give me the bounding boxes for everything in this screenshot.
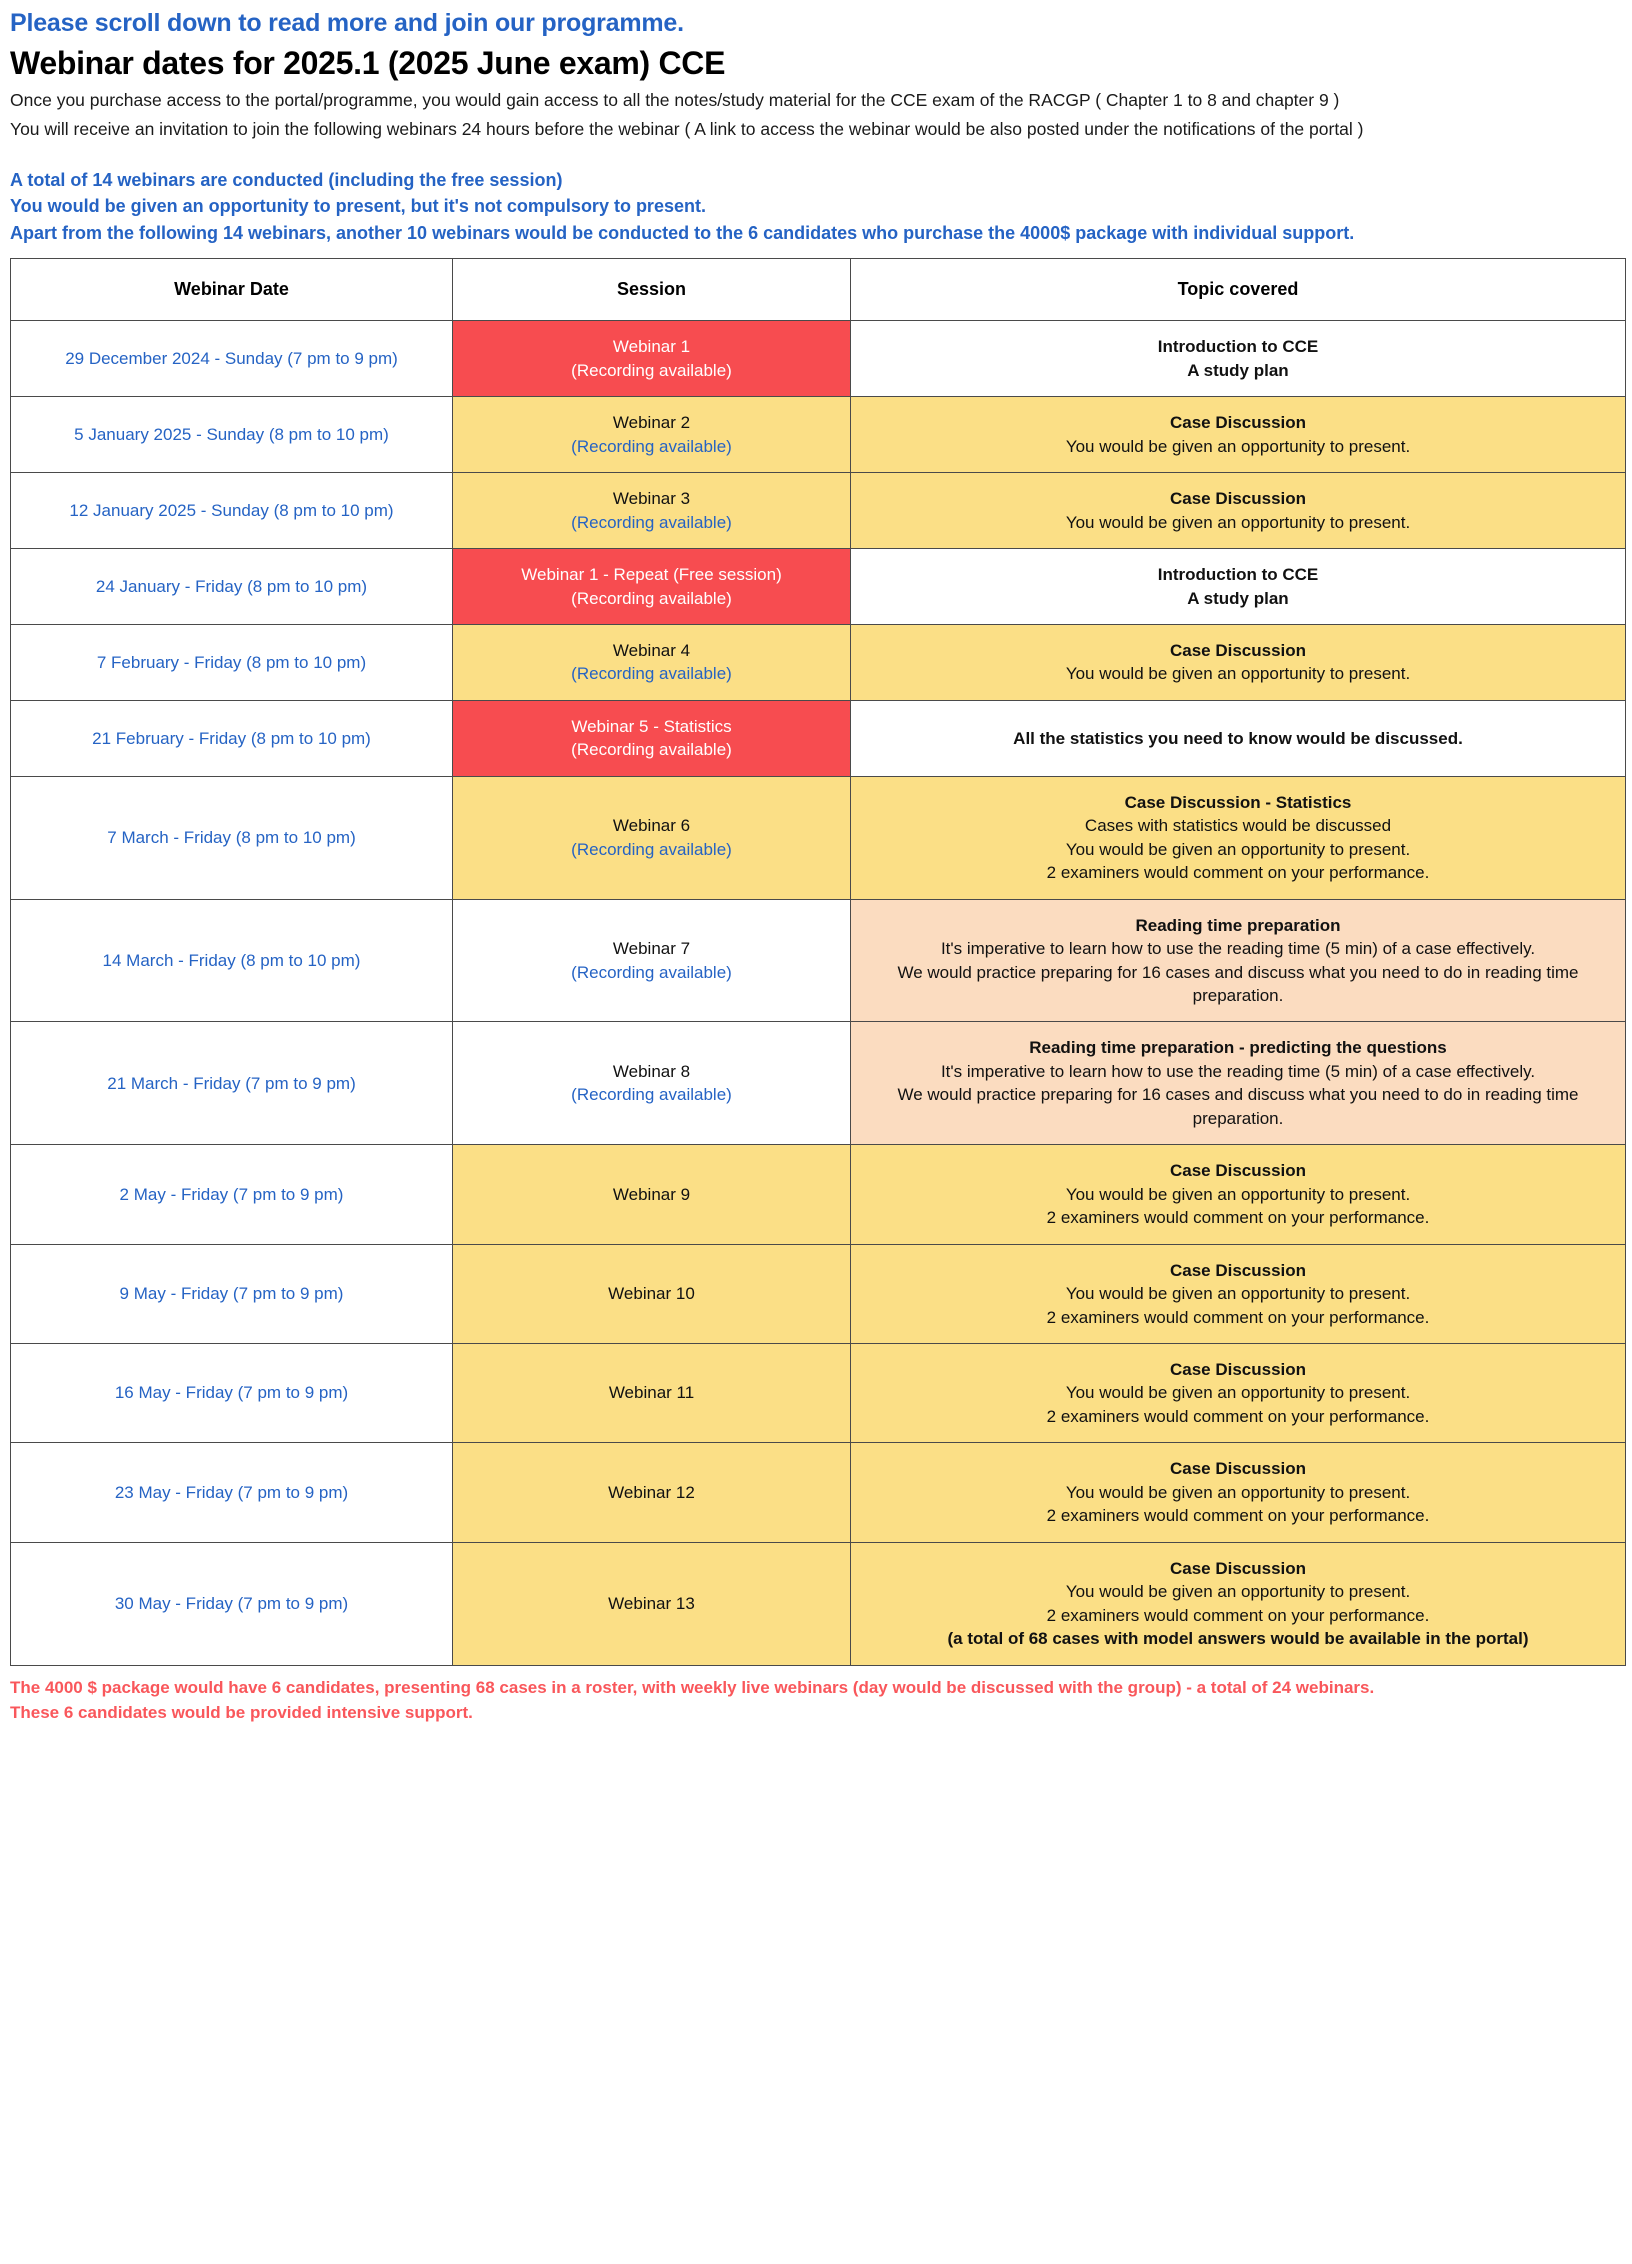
topic-covered-cell bbox=[851, 549, 1626, 625]
topic-heading: Case Discussion bbox=[1169, 641, 1307, 660]
intro-spacer bbox=[10, 146, 1622, 168]
intro-section bbox=[0, 8, 1632, 246]
session-cell bbox=[453, 776, 851, 899]
session-name: Webinar 1 bbox=[612, 337, 691, 357]
webinar-date-cell: 24 January - Friday (8 pm to 10 pm) bbox=[11, 549, 453, 625]
topic-covered-cell bbox=[851, 1022, 1626, 1145]
webinar-date-cell: 5 January 2025 - Sunday (8 pm to 10 pm) bbox=[11, 397, 453, 473]
intro-paragraph-1: Once you purchase access to the portal/programme, you would gain access to all the notes/study material for the CCE exam of the RACGP ( Chapter 1 to 8 and chapter 9 ) bbox=[10, 90, 1340, 111]
session-cell bbox=[453, 321, 851, 397]
session-cell bbox=[453, 473, 851, 549]
scroll-down-note: Please scroll down to read more and join our programme. bbox=[10, 9, 684, 37]
topic-covered-cell bbox=[851, 700, 1626, 776]
column-header-topic-covered: Topic covered bbox=[851, 259, 1626, 321]
session-cell bbox=[453, 625, 851, 701]
topic-covered-cell bbox=[851, 625, 1626, 701]
topic-detail-line: You would be given an opportunity to present. bbox=[1065, 1383, 1411, 1403]
webinar-date-cell: 9 May - Friday (7 pm to 9 pm) bbox=[11, 1244, 453, 1343]
topic-covered-cell bbox=[851, 1343, 1626, 1442]
session-cell bbox=[453, 1022, 851, 1145]
topic-detail-line: You would be given an opportunity to present. bbox=[1065, 1184, 1411, 1204]
table-row bbox=[11, 700, 1626, 776]
session-name: Webinar 5 - Statistics bbox=[571, 716, 732, 736]
recording-availability-note: (Recording available) bbox=[571, 664, 732, 684]
table-row bbox=[11, 1542, 1626, 1665]
topic-covered-cell bbox=[851, 321, 1626, 397]
highlight-line-3: Apart from the following 14 webinars, another 10 webinars would be conducted to the 6 candidates who purchase the 4000$ package with individual support. bbox=[10, 222, 1355, 243]
topic-detail-line: Cases with statistics would be discussed bbox=[1084, 816, 1392, 836]
webinar-date-cell: 7 March - Friday (8 pm to 10 pm) bbox=[11, 776, 453, 899]
webinar-date-cell: 7 February - Friday (8 pm to 10 pm) bbox=[11, 625, 453, 701]
session-name: Webinar 11 bbox=[608, 1383, 695, 1403]
topic-heading: Reading time preparation bbox=[1135, 915, 1341, 935]
topic-detail-line: You would be given an opportunity to present. bbox=[1065, 1284, 1411, 1304]
recording-availability-note: (Recording available) bbox=[571, 588, 732, 608]
page-title: Webinar dates for 2025.1 (2025 June exam) CCE bbox=[10, 45, 726, 82]
table-row bbox=[11, 473, 1626, 549]
session-cell bbox=[453, 1244, 851, 1343]
column-header-session: Session bbox=[453, 259, 851, 321]
topic-heading: Case Discussion bbox=[1169, 1161, 1307, 1181]
session-name: Webinar 7 bbox=[612, 939, 691, 959]
highlight-block bbox=[10, 168, 1570, 247]
session-cell bbox=[453, 899, 851, 1022]
session-name: Webinar 1 - Repeat (Free session) bbox=[521, 565, 782, 585]
topic-detail-line-bold: (a total of 68 cases with model answers would be available in the portal) bbox=[947, 1629, 1529, 1649]
recording-availability-note: (Recording available) bbox=[571, 360, 732, 380]
table-header bbox=[11, 259, 1626, 321]
column-header-webinar-date: Webinar Date bbox=[11, 259, 453, 321]
topic-heading: Introduction to CCE bbox=[1157, 565, 1319, 585]
topic-heading: Case Discussion bbox=[1169, 1260, 1307, 1280]
table-row bbox=[11, 776, 1626, 899]
topic-covered-cell bbox=[851, 1244, 1626, 1343]
session-name: Webinar 13 bbox=[608, 1593, 695, 1613]
topic-covered-cell bbox=[851, 1542, 1626, 1665]
session-cell bbox=[453, 1145, 851, 1244]
topic-heading: Introduction to CCE bbox=[1157, 337, 1319, 357]
topic-heading: Case Discussion - Statistics bbox=[1124, 792, 1352, 812]
recording-availability-note: (Recording available) bbox=[571, 962, 732, 982]
table-row bbox=[11, 1443, 1626, 1542]
topic-detail-line: 2 examiners would comment on your performance. bbox=[1046, 1506, 1430, 1526]
webinar-date-cell: 2 May - Friday (7 pm to 9 pm) bbox=[11, 1145, 453, 1244]
session-cell bbox=[453, 1443, 851, 1542]
footer-line-2: These 6 candidates would be provided intensive support. bbox=[10, 1703, 473, 1723]
topic-heading: Reading time preparation - predicting the questions bbox=[1029, 1038, 1447, 1058]
table-row bbox=[11, 549, 1626, 625]
table-header-row bbox=[11, 259, 1626, 321]
session-cell bbox=[453, 1343, 851, 1442]
table-row bbox=[11, 1343, 1626, 1442]
session-name: Webinar 2 bbox=[612, 413, 691, 433]
topic-detail-line: 2 examiners would comment on your performance. bbox=[1046, 863, 1430, 883]
highlight-line-1: A total of 14 webinars are conducted (including the free session) bbox=[10, 169, 563, 190]
table-body bbox=[11, 321, 1626, 1665]
session-cell bbox=[453, 700, 851, 776]
recording-availability-note: (Recording available) bbox=[571, 512, 732, 532]
topic-heading: Case Discussion bbox=[1169, 489, 1307, 509]
session-name: Webinar 12 bbox=[608, 1482, 695, 1502]
topic-covered-cell bbox=[851, 397, 1626, 473]
table-row bbox=[11, 899, 1626, 1022]
table-row bbox=[11, 1145, 1626, 1244]
webinar-date-cell: 29 December 2024 - Sunday (7 pm to 9 pm) bbox=[11, 321, 453, 397]
topic-detail-line: A study plan bbox=[1187, 360, 1289, 380]
topic-detail-line: It's imperative to learn how to use the reading time (5 min) of a case effectively. bbox=[940, 939, 1536, 959]
session-cell bbox=[453, 397, 851, 473]
recording-availability-note: (Recording available) bbox=[571, 1085, 732, 1105]
table-row bbox=[11, 1022, 1626, 1145]
topic-heading: Case Discussion bbox=[1169, 1558, 1307, 1578]
topic-covered-cell bbox=[851, 1443, 1626, 1542]
webinar-date-cell: 21 February - Friday (8 pm to 10 pm) bbox=[11, 700, 453, 776]
topic-detail-line: You would be given an opportunity to present. bbox=[1065, 1582, 1411, 1602]
topic-detail-line: 2 examiners would comment on your performance. bbox=[1046, 1208, 1430, 1228]
topic-covered-cell bbox=[851, 899, 1626, 1022]
topic-detail-line: You would be given an opportunity to present. bbox=[1065, 839, 1411, 859]
footer-line-1: The 4000 $ package would have 6 candidates, presenting 68 cases in a roster, with weekly live webinars (day would be discussed with the group) - a total of 24 webinars. bbox=[10, 1677, 1375, 1697]
topic-detail-line: 2 examiners would comment on your performance. bbox=[1046, 1605, 1430, 1625]
topic-detail-line: We would practice preparing for 16 cases and discuss what you need to do in reading time preparation. bbox=[897, 1085, 1579, 1128]
session-name: Webinar 6 bbox=[612, 816, 691, 836]
topic-heading: Case Discussion bbox=[1169, 1359, 1307, 1379]
topic-detail-line: You would be given an opportunity to present. bbox=[1065, 1482, 1411, 1502]
webinar-date-cell: 30 May - Friday (7 pm to 9 pm) bbox=[11, 1542, 453, 1665]
session-name: Webinar 4 bbox=[612, 641, 691, 660]
topic-detail-line: You would be given an opportunity to present. bbox=[1065, 512, 1411, 532]
session-name: Webinar 8 bbox=[612, 1061, 691, 1081]
session-cell bbox=[453, 1542, 851, 1665]
session-cell bbox=[453, 549, 851, 625]
topic-detail-line: It's imperative to learn how to use the reading time (5 min) of a case effectively. bbox=[940, 1061, 1536, 1081]
session-name: Webinar 10 bbox=[608, 1284, 695, 1304]
session-name: Webinar 9 bbox=[612, 1184, 691, 1204]
topic-detail-line: You would be given an opportunity to present. bbox=[1065, 436, 1411, 456]
webinar-date-cell: 16 May - Friday (7 pm to 9 pm) bbox=[11, 1343, 453, 1442]
webinar-date-cell: 14 March - Friday (8 pm to 10 pm) bbox=[11, 899, 453, 1022]
topic-covered-cell bbox=[851, 776, 1626, 899]
topic-covered-cell bbox=[851, 473, 1626, 549]
topic-detail-line: 2 examiners would comment on your performance. bbox=[1046, 1406, 1430, 1426]
topic-detail-line: 2 examiners would comment on your performance. bbox=[1046, 1307, 1430, 1327]
topic-covered-cell bbox=[851, 1145, 1626, 1244]
table-row bbox=[11, 1244, 1626, 1343]
topic-detail-line: We would practice preparing for 16 cases and discuss what you need to do in reading time preparation. bbox=[897, 962, 1579, 1005]
topic-heading: Case Discussion bbox=[1169, 1459, 1307, 1479]
intro-paragraph-2: You will receive an invitation to join the following webinars 24 hours before the webinar ( A link to access the webinar would be also posted under the notifications of the portal ) bbox=[10, 118, 1364, 139]
webinar-date-cell: 12 January 2025 - Sunday (8 pm to 10 pm) bbox=[11, 473, 453, 549]
table-row bbox=[11, 321, 1626, 397]
webinar-date-cell: 21 March - Friday (7 pm to 9 pm) bbox=[11, 1022, 453, 1145]
topic-heading: Case Discussion bbox=[1169, 413, 1307, 433]
footer-note bbox=[0, 1666, 1600, 1726]
session-name: Webinar 3 bbox=[612, 489, 691, 509]
highlight-line-2: You would be given an opportunity to present, but it's not compulsory to present. bbox=[10, 196, 706, 217]
recording-availability-note: (Recording available) bbox=[571, 839, 732, 859]
topic-detail-line: A study plan bbox=[1187, 588, 1289, 608]
webinar-date-cell: 23 May - Friday (7 pm to 9 pm) bbox=[11, 1443, 453, 1542]
webinar-schedule-table bbox=[10, 258, 1626, 1665]
topic-detail-line: You would be given an opportunity to present. bbox=[1065, 664, 1411, 684]
topic-heading: All the statistics you need to know would be discussed. bbox=[1013, 728, 1463, 748]
recording-availability-note: (Recording available) bbox=[571, 740, 732, 760]
table-row bbox=[11, 397, 1626, 473]
table-row bbox=[11, 625, 1626, 701]
recording-availability-note: (Recording available) bbox=[571, 436, 732, 456]
